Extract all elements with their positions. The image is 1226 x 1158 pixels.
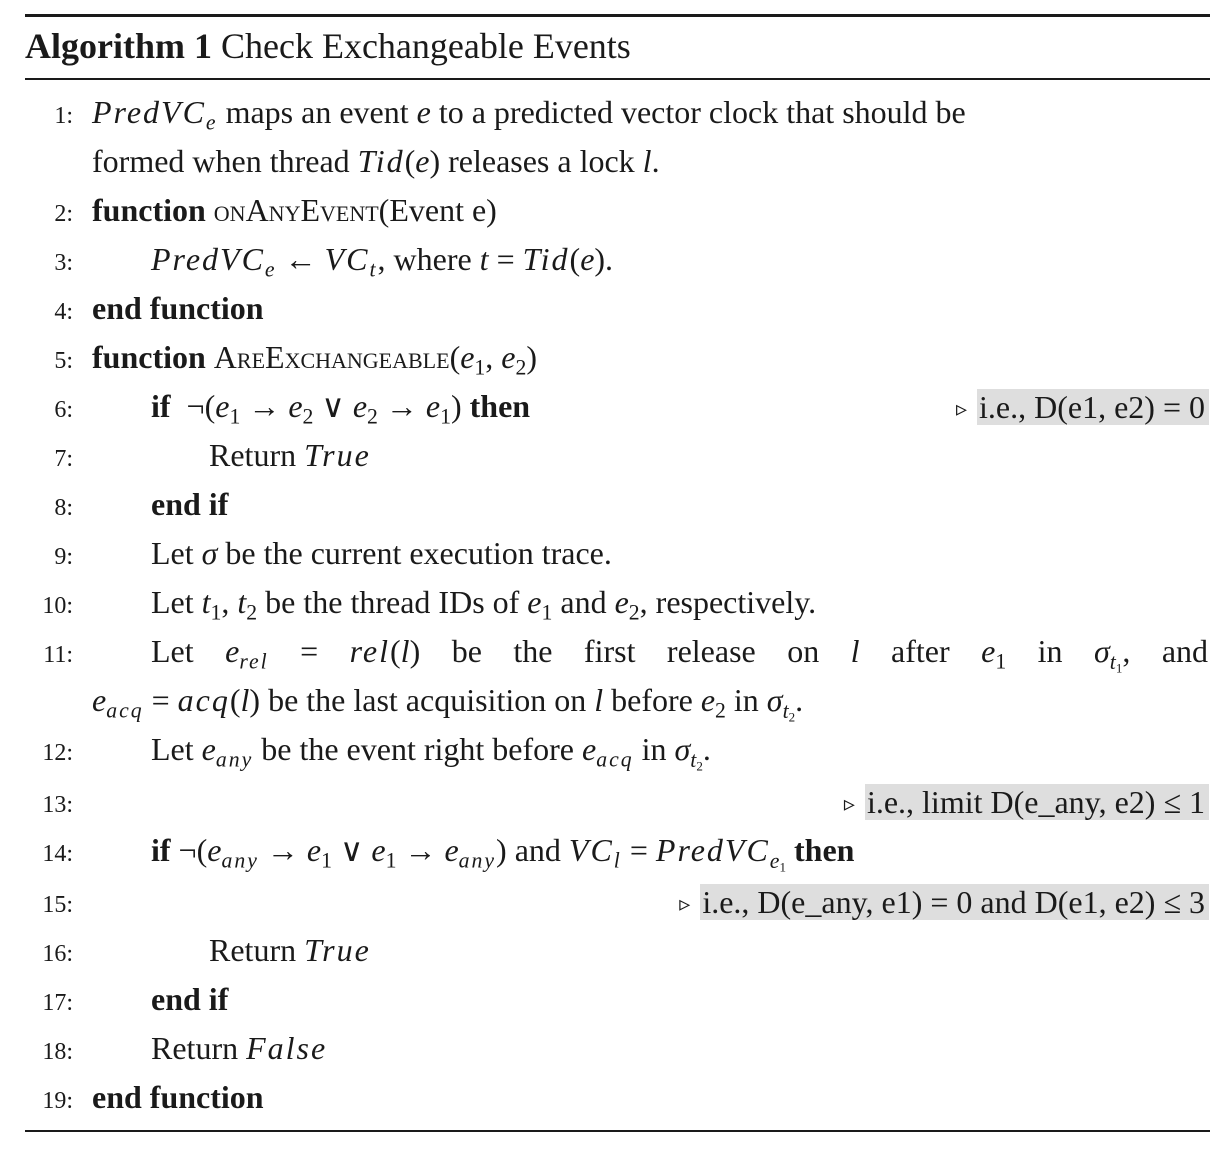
- algo-line-6: [0, 386, 1226, 435]
- line-number: 10:: [42, 593, 73, 619]
- line-number: 19:: [42, 1088, 73, 1114]
- algorithm-label: Algorithm 1: [25, 26, 212, 66]
- algo-line-7: [0, 435, 1226, 484]
- algo-line-19: [0, 1077, 1226, 1126]
- line-number: 18:: [42, 1039, 73, 1065]
- algo-line-16: [0, 930, 1226, 979]
- line-code: Return True: [209, 932, 371, 968]
- line-number: 5:: [54, 348, 73, 374]
- algo-line-3: [0, 239, 1226, 288]
- line-number: 4:: [54, 299, 73, 325]
- bottom-rule: [25, 1130, 1210, 1132]
- line-code: if $\neg(e_{any} \to e_1$ ∨ $e_1 \to e_{any}$) and $VC_l$ = PredVC$_{e1}$ then: [151, 832, 855, 874]
- line-number: 7:: [54, 446, 73, 472]
- line-number: 12:: [42, 740, 73, 766]
- algo-line-10: [0, 582, 1226, 631]
- line-number: 16:: [42, 941, 73, 967]
- line-number: 13:: [42, 792, 73, 818]
- line-code: Let $t_1$, $t_2$ be the thread IDs of $e_1$ and $e_2$, respectively.: [151, 584, 817, 625]
- algorithm-name: Check Exchangeable Events: [220, 26, 631, 66]
- algo-line-14: [0, 830, 1226, 879]
- line-code: $e_{acq} = acq(l)$ be the last acquisition on l before $e_2$ in $\sigma_{t2}$.: [92, 682, 804, 724]
- line-code: end if: [151, 486, 229, 522]
- line-code: end function: [92, 290, 264, 326]
- line-comment: ▹ i.e., limit D(e_any, e2) ≤ 1: [844, 781, 1209, 823]
- algo-line-5: [0, 337, 1226, 386]
- line-code: Return True: [209, 437, 371, 473]
- algo-line-12: [0, 729, 1226, 778]
- line-number: 6:: [54, 397, 73, 423]
- line-code: Return False: [151, 1030, 328, 1066]
- line-code: function onAnyEvent(Event e): [92, 192, 497, 228]
- line-code: Let σ be the current execution trace.: [151, 535, 612, 571]
- line-code: end if: [151, 981, 229, 1017]
- line-code: formed when thread Tid(e) releases a lock l.: [92, 143, 660, 179]
- line-number: 11:: [43, 642, 73, 668]
- line-number: 14:: [42, 841, 73, 867]
- function-name: onAnyEvent: [213, 192, 379, 228]
- line-number: 3:: [54, 250, 73, 276]
- line-number: 17:: [42, 990, 73, 1016]
- algorithm-title: [25, 24, 631, 68]
- algo-line-2: [0, 190, 1226, 239]
- algo-line-11-cont: [0, 680, 1226, 729]
- header-rule: [25, 78, 1210, 80]
- line-comment: ▹ i.e., D(e_any, e1) = 0 and D(e1, e2) ≤ 3: [679, 881, 1209, 923]
- algo-line-1: [0, 92, 1226, 141]
- algo-line-1-cont: [0, 141, 1226, 190]
- algo-line-9: [0, 533, 1226, 582]
- top-rule: [25, 14, 1210, 17]
- line-number: 8:: [54, 495, 73, 521]
- line-code: end function: [92, 1079, 264, 1115]
- algo-line-18: [0, 1028, 1226, 1077]
- function-name: AreExchangeable: [213, 339, 450, 375]
- line-number: 15:: [42, 892, 73, 918]
- line-number: 1:: [54, 103, 73, 129]
- algo-line-13: [0, 781, 1226, 830]
- line-code: PredVC$_e$ maps an event e to a predicted vector clock that should be: [92, 94, 966, 135]
- line-code: Let $e_{any}$ be the event right before $e_{acq}$ in $\sigma_{t2}$.: [151, 731, 711, 773]
- algo-line-15: [0, 881, 1226, 930]
- line-number: 9:: [54, 544, 73, 570]
- algo-line-8: [0, 484, 1226, 533]
- line-comment: ▹ i.e., D(e1, e2) = 0: [956, 386, 1209, 428]
- line-code: if $\neg(e_1 \to e_2$ ∨ $e_2 \to e_1$) then: [151, 388, 531, 429]
- algo-line-4: [0, 288, 1226, 337]
- line-code: PredVC$_e$ ← $VC_t$, where t = Tid(e).: [151, 241, 614, 282]
- line-code: function $AreExchangeable(e_1$, $e_2$): [92, 339, 538, 380]
- line-number: 2:: [54, 201, 73, 227]
- algo-line-11: [0, 631, 1226, 680]
- line-code: Let $e_{rel} = rel(l)$ be the first release on l after $e_1$ in $\sigma_{t1}$, and: [151, 633, 1209, 675]
- algo-line-17: [0, 979, 1226, 1028]
